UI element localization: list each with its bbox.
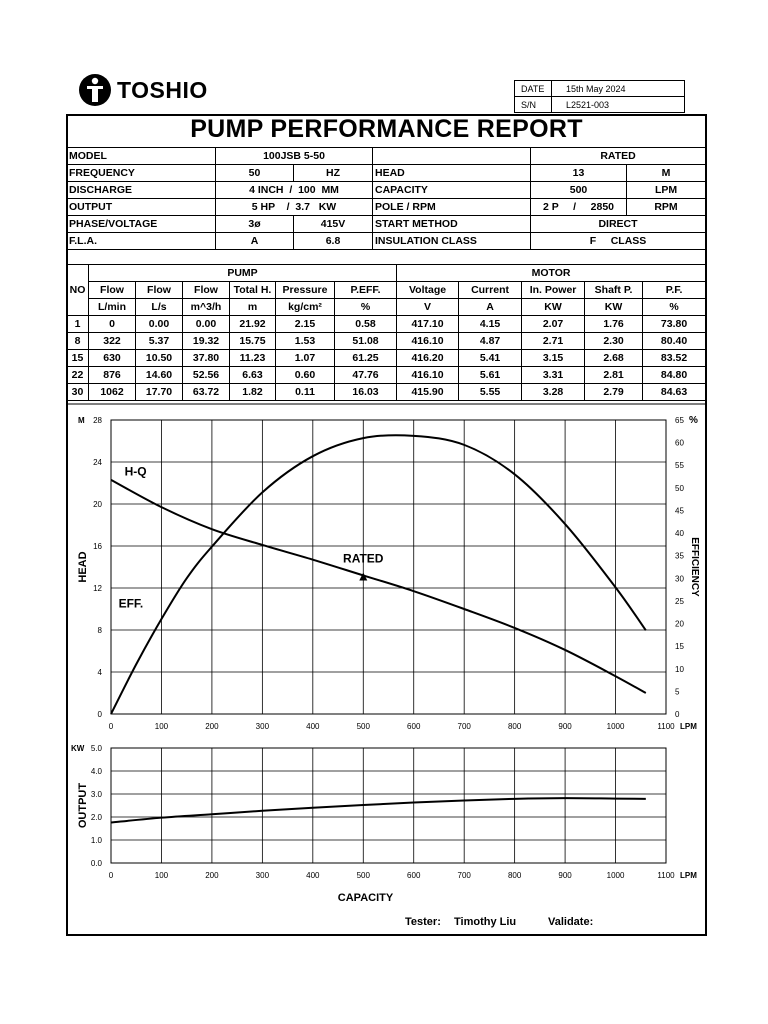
tester-name: Timothy Liu [454, 916, 517, 928]
y-unit-label: KW [71, 744, 85, 753]
column-unit: A [459, 299, 522, 316]
x-tick-label: 0 [108, 871, 114, 880]
x-tick-label: 400 [306, 871, 320, 880]
x-tick-label: 100 [154, 871, 169, 880]
column-unit: % [335, 299, 397, 316]
no-header: NO [67, 265, 89, 316]
table-cell: 4.87 [459, 333, 522, 350]
column-header: Flow [89, 282, 136, 299]
table-cell: 2.15 [276, 316, 335, 333]
table-cell: 0.58 [335, 316, 397, 333]
head-unit: M [627, 165, 706, 182]
table-cell: 52.56 [183, 367, 230, 384]
column-unit: % [643, 299, 706, 316]
x-tick-label: 300 [255, 871, 270, 880]
rated-label: RATED [531, 148, 706, 165]
table-cell: 0 [89, 316, 136, 333]
column-header: In. Power [522, 282, 585, 299]
table-cell: 3.28 [522, 384, 585, 401]
table-cell: 84.80 [643, 367, 706, 384]
y2-tick-label: 65 [675, 416, 684, 425]
y2-tick-label: 15 [675, 642, 684, 652]
frequency-unit: HZ [294, 165, 373, 182]
phase-value: 3ø [216, 216, 294, 233]
discharge-label: DISCHARGE [67, 182, 216, 199]
table-cell: 15 [67, 350, 89, 367]
column-unit: kg/cm² [276, 299, 335, 316]
x-tick-label: 1000 [606, 722, 625, 731]
x-tick-label: 200 [205, 871, 219, 880]
y2-tick-label: 35 [675, 551, 684, 561]
pump-group-header: PUMP [89, 265, 397, 282]
y-tick-label: 1.0 [90, 836, 102, 845]
y2-tick-label: 40 [675, 529, 684, 539]
x-unit-label: LPM [680, 871, 697, 880]
x-tick-label: 700 [457, 722, 471, 731]
motor-group-header: MOTOR [397, 265, 706, 282]
y2-tick-label: 55 [675, 461, 684, 471]
table-cell: 51.08 [335, 333, 397, 350]
y-tick-label: 16 [93, 542, 102, 551]
column-unit: m^3/h [183, 299, 230, 316]
table-cell: 83.52 [643, 350, 706, 367]
table-cell: 2.68 [585, 350, 643, 367]
y-tick-label: 5.0 [90, 744, 102, 753]
table-cell: 1.76 [585, 316, 643, 333]
table-cell: 322 [89, 333, 136, 350]
table-cell: 84.63 [643, 384, 706, 401]
head-label: HEAD [373, 165, 531, 182]
x-tick-label: 1100 [657, 722, 675, 731]
table-cell: 5.61 [459, 367, 522, 384]
voltage-value: 415V [294, 216, 373, 233]
pole-unit: RPM [627, 199, 706, 216]
y-tick-label: 8 [97, 626, 102, 635]
table-cell: 415.90 [397, 384, 459, 401]
column-unit: KW [522, 299, 585, 316]
plot-frame [111, 748, 666, 863]
x-axis-label: CAPACITY [337, 892, 394, 904]
insulation-value: F CLASS [531, 233, 706, 250]
y-tick-label: 24 [93, 458, 102, 467]
column-header: Pressure [276, 282, 335, 299]
table-cell: 63.72 [183, 384, 230, 401]
x-tick-label: 0 [108, 722, 114, 731]
y2-tick-label: 10 [675, 664, 684, 674]
table-cell: 21.92 [230, 316, 276, 333]
table-cell: 17.70 [136, 384, 183, 401]
output-label: OUTPUT [67, 199, 216, 216]
table-cell: 2.07 [522, 316, 585, 333]
x-tick-label: 300 [255, 722, 270, 731]
column-header: P.F. [643, 282, 706, 299]
sn-label: S/N [515, 97, 552, 113]
validate-label: Validate: [548, 916, 594, 928]
table-cell: 37.80 [183, 350, 230, 367]
x-tick-label: 500 [356, 871, 370, 880]
y2-tick-label: 0 [675, 710, 680, 719]
table-cell: 0.00 [183, 316, 230, 333]
insulation-label: INSULATION CLASS [373, 233, 531, 250]
rated-point-label: RATED [343, 551, 384, 566]
table-cell: 2.81 [585, 367, 643, 384]
table-cell: 416.10 [397, 367, 459, 384]
table-cell: 5.37 [136, 333, 183, 350]
frequency-value: 50 [216, 165, 294, 182]
y-axis-label: OUTPUT [77, 782, 89, 829]
model-value: 100JSB 5-50 [216, 148, 373, 165]
series-hq-line [111, 480, 646, 693]
table-cell: 2.71 [522, 333, 585, 350]
table-cell: 5.55 [459, 384, 522, 401]
date-label: DATE [515, 81, 552, 97]
table-cell: 80.40 [643, 333, 706, 350]
table-cell: 0.00 [136, 316, 183, 333]
table-cell: 5.41 [459, 350, 522, 367]
y-tick-label: 28 [93, 416, 102, 425]
start-method-label: START METHOD [373, 216, 531, 233]
y2-tick-label: 25 [675, 596, 684, 606]
column-unit: V [397, 299, 459, 316]
x-tick-label: 500 [356, 722, 370, 731]
frequency-label: FREQUENCY [67, 165, 216, 182]
pole-value: 2 P / 2850 [531, 199, 627, 216]
y-axis-label: HEAD [77, 551, 89, 583]
table-cell: 630 [89, 350, 136, 367]
tester-label: Tester: [405, 916, 441, 928]
date-value: 15th May 2024 [552, 81, 685, 97]
y2-tick-label: 50 [675, 483, 684, 493]
y2-tick-label: 20 [675, 619, 684, 629]
table-cell: 4.15 [459, 316, 522, 333]
start-method-value: DIRECT [531, 216, 706, 233]
x-tick-label: 100 [154, 722, 169, 731]
y2-axis-label: EFFICIENCY [689, 537, 700, 597]
table-cell: 61.25 [335, 350, 397, 367]
table-cell: 10.50 [136, 350, 183, 367]
table-cell: 47.76 [335, 367, 397, 384]
column-header: Flow [136, 282, 183, 299]
y2-tick-label: 45 [675, 506, 684, 516]
y-tick-label: 3.0 [90, 790, 102, 799]
y-tick-label: 12 [93, 584, 102, 593]
y-tick-label: 2.0 [90, 813, 102, 822]
x-tick-label: 200 [205, 722, 219, 731]
y-tick-label: 4 [97, 668, 102, 677]
table-cell: 0.60 [276, 367, 335, 384]
table-cell: 3.31 [522, 367, 585, 384]
table-cell: 0.11 [276, 384, 335, 401]
x-tick-label: 600 [407, 871, 421, 880]
table-cell: 30 [67, 384, 89, 401]
table-cell: 22 [67, 367, 89, 384]
column-header: Voltage [397, 282, 459, 299]
output-value: 5 HP / 3.7 KW [216, 199, 373, 216]
table-cell: 8 [67, 333, 89, 350]
fla-value: 6.8 [294, 233, 373, 250]
discharge-value: 4 INCH / 100 MM [216, 182, 373, 199]
fla-label: F.L.A. [67, 233, 216, 250]
phase-label: PHASE/VOLTAGE [67, 216, 216, 233]
y-tick-label: 0 [97, 710, 102, 719]
x-tick-label: 900 [558, 871, 572, 880]
y-tick-label: 0.0 [90, 859, 102, 868]
y2-tick-label: 60 [675, 438, 684, 448]
model-label: MODEL [67, 148, 216, 165]
series-eff-label: EFF. [118, 596, 144, 611]
table-cell: 73.80 [643, 316, 706, 333]
table-cell: 1.53 [276, 333, 335, 350]
column-unit: KW [585, 299, 643, 316]
y2-tick-label: 5 [675, 687, 680, 697]
x-tick-label: 1000 [606, 871, 625, 880]
table-cell: 3.15 [522, 350, 585, 367]
y2-tick-label: 30 [675, 574, 684, 584]
table-cell: 1.07 [276, 350, 335, 367]
table-cell: 417.10 [397, 316, 459, 333]
table-cell: 15.75 [230, 333, 276, 350]
column-header: Flow [183, 282, 230, 299]
y-tick-label: 20 [93, 500, 102, 509]
y2-unit-label: % [689, 415, 698, 426]
series-output-line [111, 798, 646, 822]
table-cell: 1 [67, 316, 89, 333]
fla-unit: A [216, 233, 294, 250]
table-cell: 6.63 [230, 367, 276, 384]
x-tick-label: 800 [507, 722, 522, 731]
report-title: PUMP PERFORMANCE REPORT [190, 115, 583, 143]
brand-name: TOSHIO [117, 77, 208, 103]
column-header: Current [459, 282, 522, 299]
series-hq-label: H-Q [124, 464, 147, 479]
y-tick-label: 4.0 [90, 767, 102, 776]
table-cell: 16.03 [335, 384, 397, 401]
x-tick-label: 400 [306, 722, 320, 731]
capacity-value: 500 [531, 182, 627, 199]
table-cell: 19.32 [183, 333, 230, 350]
sn-value: L2521-003 [552, 97, 685, 113]
column-header: P.EFF. [335, 282, 397, 299]
capacity-label: CAPACITY [373, 182, 531, 199]
column-unit: L/s [136, 299, 183, 316]
table-cell: 416.10 [397, 333, 459, 350]
column-header: Shaft P. [585, 282, 643, 299]
column-unit: m [230, 299, 276, 316]
table-cell: 1062 [89, 384, 136, 401]
table-cell: 1.82 [230, 384, 276, 401]
x-tick-label: 600 [407, 722, 421, 731]
column-unit: L/min [89, 299, 136, 316]
head-value: 13 [531, 165, 627, 182]
table-cell: 11.23 [230, 350, 276, 367]
table-cell: 416.20 [397, 350, 459, 367]
x-tick-label: 700 [457, 871, 471, 880]
x-tick-label: 900 [558, 722, 572, 731]
table-cell: 2.79 [585, 384, 643, 401]
capacity-unit: LPM [627, 182, 706, 199]
column-header: Total H. [230, 282, 276, 299]
table-cell: 876 [89, 367, 136, 384]
table-cell: 2.30 [585, 333, 643, 350]
table-cell: 14.60 [136, 367, 183, 384]
x-tick-label: 800 [507, 871, 522, 880]
pole-label: POLE / RPM [373, 199, 531, 216]
x-unit-label: LPM [680, 722, 697, 731]
x-tick-label: 1100 [657, 871, 675, 880]
y-unit-label: M [78, 416, 85, 425]
